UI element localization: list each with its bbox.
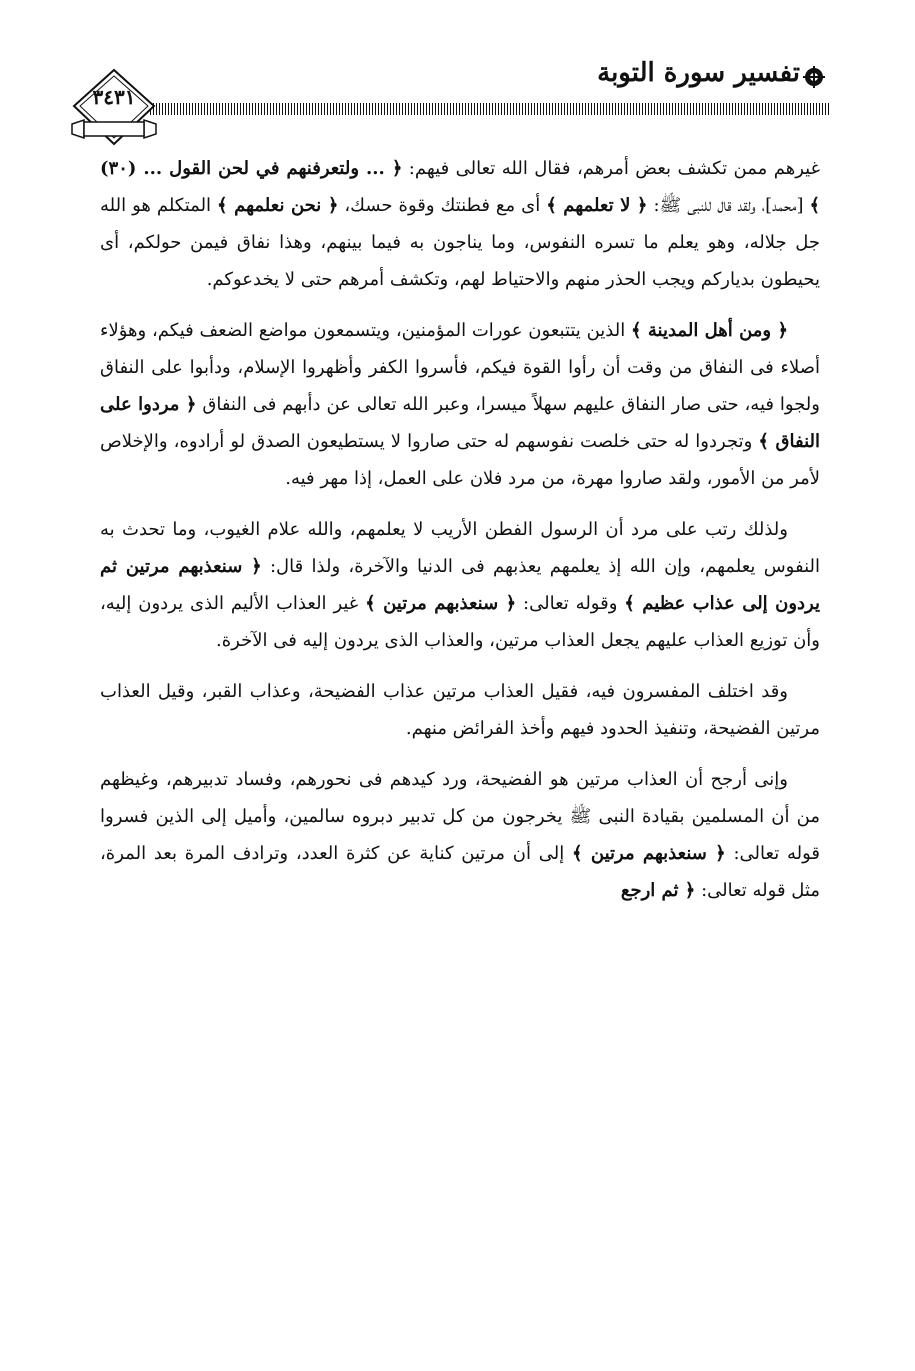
ornament-icon [803,66,825,88]
quran-quote: ﴿ لا تعلمهم ﴾ [546,195,648,216]
text-segment: ولذلك رتب على مرد أن الرسول الفطن الأريب لا يعلمهم، والله علام الغيوب، وما تحدث به النفوس يعلمهم، وإن الله إذ يعلمهم يعذبهم فى الدنيا والآخرة، ولذا قال: [100,519,821,577]
quran-quote: ﴿ سنعذبهم مرتين ثم يردون إلى عذاب عظيم ﴾ [100,556,820,614]
text-segment: وقد اختلف المفسرون فيه، فقيل العذاب مرتين عذاب الفضيحة، وعذاب القبر، وقيل العذاب مرتين الفضيحة، وتنفيذ الحدود فيهم وأخذ الفرائض منهم. [100,681,820,739]
paragraph [100,150,820,298]
paragraph [100,761,820,909]
text-segment: إلى أن مرتين كناية عن كثرة العدد، وترادف المرة بعد المرة، مثل قوله تعالى: [100,843,820,901]
header-rule [150,103,830,115]
paragraph [100,673,820,747]
text-segment: المتكلم هو الله جل جلاله، وهو يعلم ما تسره النفوس، وما يناجون به فيما بينهم، وهذا نفاق فيمن حولكم، أى يحيطون بدياركم ويجب الحذر منهم والاحتياط لهم، وتكشف أمرهم حتى لا يخدعوكم. [100,195,820,290]
text-segment: وتجردوا له حتى خلصت نفوسهم له حتى صاروا لا يستطيعون الصدق لو أرادوه، والإخلاص لأمر من الأمور، ولقد صاروا مهرة، من مرد فلان على العمل، إذا مهر فيه. [100,431,820,489]
quran-quote: ﴿ ومن أهل المدينة ﴾ [631,320,788,341]
quran-quote: ﴿ مردوا على النفاق ﴾ [100,394,820,452]
page-header [0,0,915,150]
text-segment: غيرهم ممن تكشف بعض أمرهم، فقال الله تعالى فيهم: [402,158,820,179]
text-segment: الذين يتتبعون عورات المؤمنين، ويتسمعون مواضع الضعف فيكم، وهؤلاء أصلاء فى النفاق من وقت أن رأوا القوة فيكم، فأسروا الكفر وأظهروا الإسلام، ودأبوا على النفاق ولجوا فيه، حتى صار النفاق عليهم سهلاً ميسرا، وعبر الله تعالى عن دأبهم فى النفاق [100,320,820,415]
text-segment: أى مع فطنتك وقوة حسك، [338,195,547,216]
paragraph [100,312,820,497]
text-segment: وإنى أرجح أن العذاب مرتين هو الفضيحة، ورد كيدهم فى نحورهم، وفساد تدبيرهم، وغيظهم من أن المسلمين بقيادة النبى ﷺ يخرجون من كل تدبير دبروه سالمين، وأميل إلى الذين فسروا قوله تعالى: [100,769,821,864]
page-number: ٣٤٣١ [92,85,136,109]
text-segment: غير العذاب الأليم الذى يردون إليه، وأن توزيع العذاب عليهم يجعل العذاب مرتين، والعذاب الذى يردون إليه فى الآخرة. [100,593,820,651]
page-body [100,150,820,923]
quran-quote: ﴿ ... ولتعرفنهم في لحن القول ... (٣٠) ﴾ [100,158,820,216]
quran-quote: ﴿ سنعذبهم مرتين ﴾ [572,843,726,864]
running-title: تفسير سورة التوبة [597,58,800,88]
text-segment: وقوله تعالى: [516,593,625,614]
quran-quote: ﴿ ثم ارجع [620,880,696,901]
quran-quote: ﴿ نحن نعلمهم ﴾ [217,195,339,216]
text-segment: [محمد]، ولقد قال للنبى ﷺ: [647,195,810,216]
paragraph [100,511,820,659]
quran-quote: ﴿ سنعذبهم مرتين ﴾ [365,593,517,614]
